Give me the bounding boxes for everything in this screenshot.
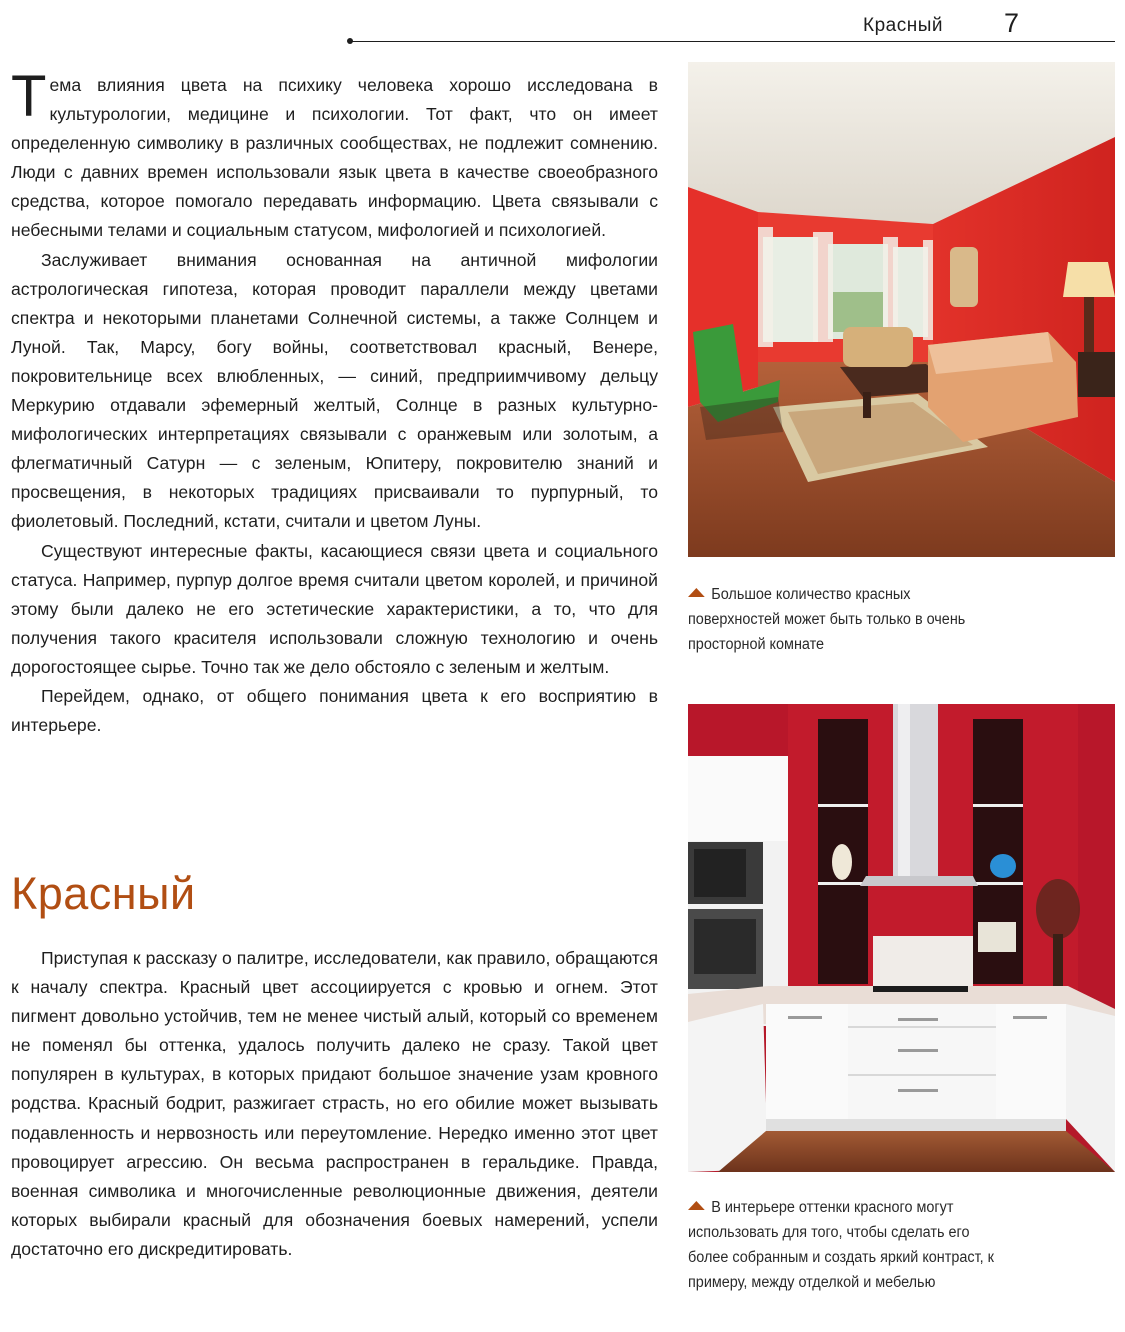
caption-kitchen-text: В интерьере оттенки красного могут использовать для того, чтобы сделать его более собранным и создать яркий контраст, к примеру, между отделкой и мебелью bbox=[688, 1199, 994, 1291]
caption-living-room-text: Большое количество красных поверхностей может быть только в очень просторной комнате bbox=[688, 586, 966, 653]
intro-paragraph-2: Заслуживает внимания основанная на античной мифологии астрологическая гипотеза, которая проводит параллели между цветами спектра и некоторыми планетами Солнечной системы, а также Солнцем и Луной. Так, Марсу, богу войны, соответствовал красный, Венере, покровительнице всех влюбленных, — синий, предприимчивому дельцу Меркурию отдавали эфемерный желтый, Солнце в разных культурно-мифологических интерпретациях связывали с оранжевым или золотым, а флегматичный Сатурн — с зеленым, Юпитеру, покровителю знаний и просвещения, в некоторых традициях присваивали то пурпурный, то фиолетовый. Последний, кстати, считали и цветом Луны. bbox=[11, 249, 658, 532]
intro-paragraph-1-text: ема влияния цвета на психику человека хорошо исследована в культурологии, медицине и психологии. Тот факт, что он имеет определенную символику в различных сообществах, не подлежит сомнению. Люди с давних времен использовали язык цвета в качестве своеобразного средства, которое помогало передавать информацию. Цвета связывали с небесными телами и социальным статусом, мифологией и психологией. bbox=[11, 75, 658, 241]
caption-marker-icon bbox=[688, 588, 705, 597]
living-room-photo bbox=[688, 62, 1115, 557]
section-paragraph-1: Приступая к рассказу о палитре, исследователи, как правило, обращаются к началу спектра. Красный цвет ассоциируется с кровью и огнем. Этот пигмент довольно устойчив, тем не менее чистый алый, который со временем не поменял бы оттенка, удалось получить далеко не сразу. Такой цвет популярен в культурах, в которых придают большое значение узам кровного родства. Красный бодрит, разжигает страсть, но его обилие может вызывать подавленность и нервозность или переутомление. Нередко именно этот цвет провоцирует агрессию. Он весьма распространен в геральдике. Правда, военная символика и многочисленные революционные движения, деятели которых выбирали красный для обозначения боевых намерений, успели достаточно его дискредитировать. bbox=[11, 948, 658, 1259]
kitchen-photo bbox=[688, 704, 1115, 1172]
header-rule bbox=[352, 41, 1115, 42]
intro-text bbox=[11, 64, 658, 740]
caption-marker-icon bbox=[688, 1201, 705, 1210]
caption-kitchen bbox=[688, 1195, 995, 1295]
caption-living-room bbox=[688, 582, 995, 657]
section-text bbox=[11, 944, 658, 1264]
intro-paragraph-4: Перейдем, однако, от общего понимания цвета к его восприятию в интерьере. bbox=[11, 685, 658, 736]
page-number: 7 bbox=[1004, 8, 1020, 38]
intro-paragraph-3: Существуют интересные факты, касающиеся связи цвета и социального статуса. Например, пурпур долгое время считали цветом королей, и причиной этому были далеко не его эстетические характеристики, а то, что для получения такого красителя использовали сложную технологию и очень дорогостоящее сырье. Точно так же дело обстояло с зеленым и желтым. bbox=[11, 540, 658, 677]
section-title: Красный bbox=[11, 868, 196, 919]
drop-cap: Т bbox=[11, 64, 47, 129]
running-title: Красный bbox=[863, 15, 943, 36]
intro-paragraph-1 bbox=[11, 64, 658, 246]
page-header bbox=[0, 0, 1125, 48]
